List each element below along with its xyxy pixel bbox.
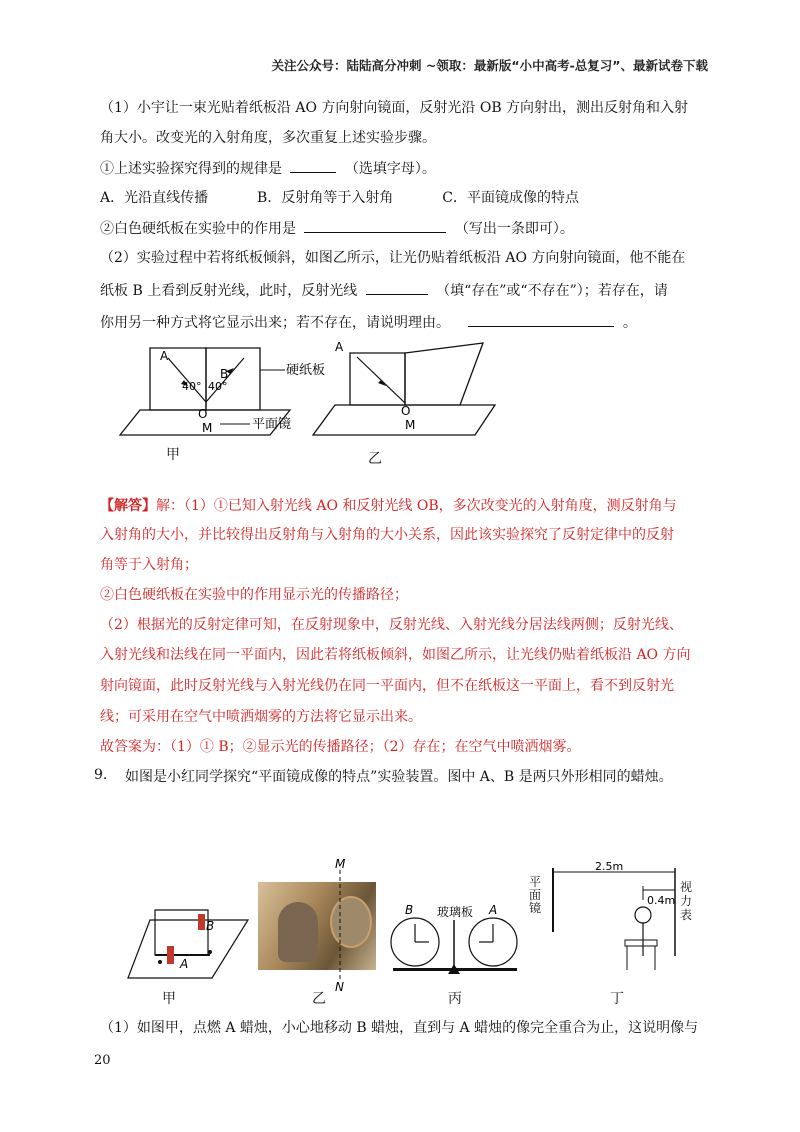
label-a: A (489, 903, 498, 917)
fig-caption-bing: 丙 (448, 991, 462, 1007)
q9-figure-jia (120, 900, 250, 990)
q9-normal-line (330, 858, 350, 993)
answer-blank[interactable] (290, 158, 336, 173)
q8-part2-line3 (100, 312, 710, 333)
label-distance-2-5: 2.5m (595, 860, 624, 873)
answer-line1-text: 解：（1）①已知入射光线 AO 和反射光线 OB，多次改变光的入射角度，测反射角与 (156, 498, 677, 514)
q8-options (100, 188, 710, 208)
option-c: C．平面镜成像的特点 (442, 190, 579, 206)
q8-part2-line2a: 纸板 B 上看到反射光线，此时，反射光线 (100, 283, 358, 299)
answer-blank[interactable] (366, 280, 428, 295)
q8-sub2-tail: （写出一条即可）。 (454, 221, 574, 237)
q8-sub1-text: ①上述实验探究得到的规律是 (100, 161, 282, 177)
page-header: 关注公众号：陆陆高分冲刺 ~领取：最新版“小中高考-总复习”、最新试卷下载 (271, 58, 708, 73)
label-eye-chart: 视力表 (680, 880, 693, 922)
label-m: M (405, 418, 416, 432)
label-board: 硬纸板 (286, 363, 326, 378)
fig-caption-jia: 甲 (162, 991, 176, 1007)
label-distance-0-4: 0.4m (647, 894, 676, 907)
label-m: M (202, 421, 213, 435)
label-o: O (401, 404, 411, 418)
label-o: O (198, 407, 208, 421)
label-b: B (206, 919, 215, 933)
option-a: A．光沿直线传播 (100, 190, 209, 206)
answer-line7: 射向镜面，此时反射光线与入射光线仍在同一平面内，但不在纸板这一平面上，看不到反射光 (100, 678, 674, 694)
label-n: N (335, 980, 344, 993)
q9-number: 9. (94, 767, 108, 783)
fig-caption-yi: 乙 (312, 991, 326, 1007)
q8-part2-line2b: （填“存在”或“不存在”）；若存在，请 (436, 283, 668, 299)
label-a: A (335, 340, 344, 354)
q9-stem: 如图是小红同学探究“平面镜成像的特点”实验装置。图中 A、B 是两只外形相同的蜡烛。 (125, 769, 673, 785)
label-mirror: 平面镜 (252, 417, 292, 432)
answer-line4: ②白色硬纸板在实验中的作用显示光的传播路径； (100, 587, 408, 603)
q8-part2-line3-tail: 。 (622, 315, 637, 331)
answer-line3: 角等于入射角； (100, 557, 198, 573)
label-b: B (220, 367, 229, 381)
answer-line2: 入射角的大小，并比较得出反射角与入射角的大小关系，因此该实验探究了反射定律中的反射 (100, 527, 674, 543)
label-a: A (180, 957, 189, 971)
answer-line5: （2）根据光的反射定律可知，在反射现象中，反射光线、入射光线分居法线两侧；反射光线、 (100, 617, 683, 633)
label-b: B (405, 903, 414, 917)
q9-part1: （1）如图甲，点燃 A 蜡烛，小心地移动 B 蜡烛，直到与 A 蜡烛的像完全重合为止，这说明像与 (100, 1020, 699, 1036)
q8-figure-yi (305, 335, 505, 445)
answer-line1 (100, 496, 710, 516)
q8-sub1 (100, 158, 710, 179)
label-glass: 玻璃板 (437, 905, 474, 919)
fig-caption-ding: 丁 (610, 991, 624, 1007)
answer-final: 故答案为：（1）① B；②显示光的传播路径；（2）存在；在空气中喷洒烟雾。 (100, 739, 581, 755)
option-b: B．反射角等于入射角 (257, 190, 394, 206)
q8-part1-line1: （1）小宇让一束光贴着纸板沿 AO 方向射向镜面，反射光沿 OB 方向射出，测出反射角和入射 (100, 100, 689, 116)
answer-line6: 入射光线和法线在同一平面内，因此若将纸板倾斜，如图乙所示，让光线仍贴着纸板沿 AO 方向 (100, 647, 691, 663)
q8-sub2-text: ②白色硬纸板在实验中的作用是 (100, 221, 296, 237)
fig-caption-jia: 甲 (166, 447, 180, 463)
answer-line8: 线；可采用在空气中喷洒烟雾的方法将它显示出来。 (100, 709, 422, 725)
angle-incident: 40° (182, 380, 202, 393)
page-number: 20 (94, 1053, 111, 1068)
q8-figure-jia (110, 340, 330, 450)
q8-part2-line2 (100, 280, 710, 301)
label-a: A (160, 349, 169, 363)
q9-figure-ding (525, 860, 705, 990)
q8-sub1-tail: （选填字母）。 (344, 161, 436, 177)
angle-reflect: 40° (208, 380, 228, 393)
answer-tag: 【解答】 (100, 498, 156, 514)
cat-mirror-photo (258, 882, 376, 970)
q8-part1-line2: 角大小。改变光的入射角度，多次重复上述实验步骤。 (100, 130, 436, 146)
q8-sub2 (100, 218, 710, 239)
label-m: M (335, 858, 346, 871)
answer-blank[interactable] (304, 218, 446, 233)
q8-part2-line1: （2）实验过程中若将纸板倾斜，如图乙所示，让光仍贴着纸板沿 AO 方向射向镜面，他不能在 (100, 250, 686, 266)
label-mirror: 平面镜 (529, 875, 542, 915)
answer-blank[interactable] (468, 312, 614, 327)
q9-figure-bing (385, 900, 525, 980)
q8-part2-line3-text: 你用另一种方式将它显示出来；若不存在，请说明理由。 (100, 315, 450, 331)
fig-caption-yi: 乙 (368, 451, 382, 467)
